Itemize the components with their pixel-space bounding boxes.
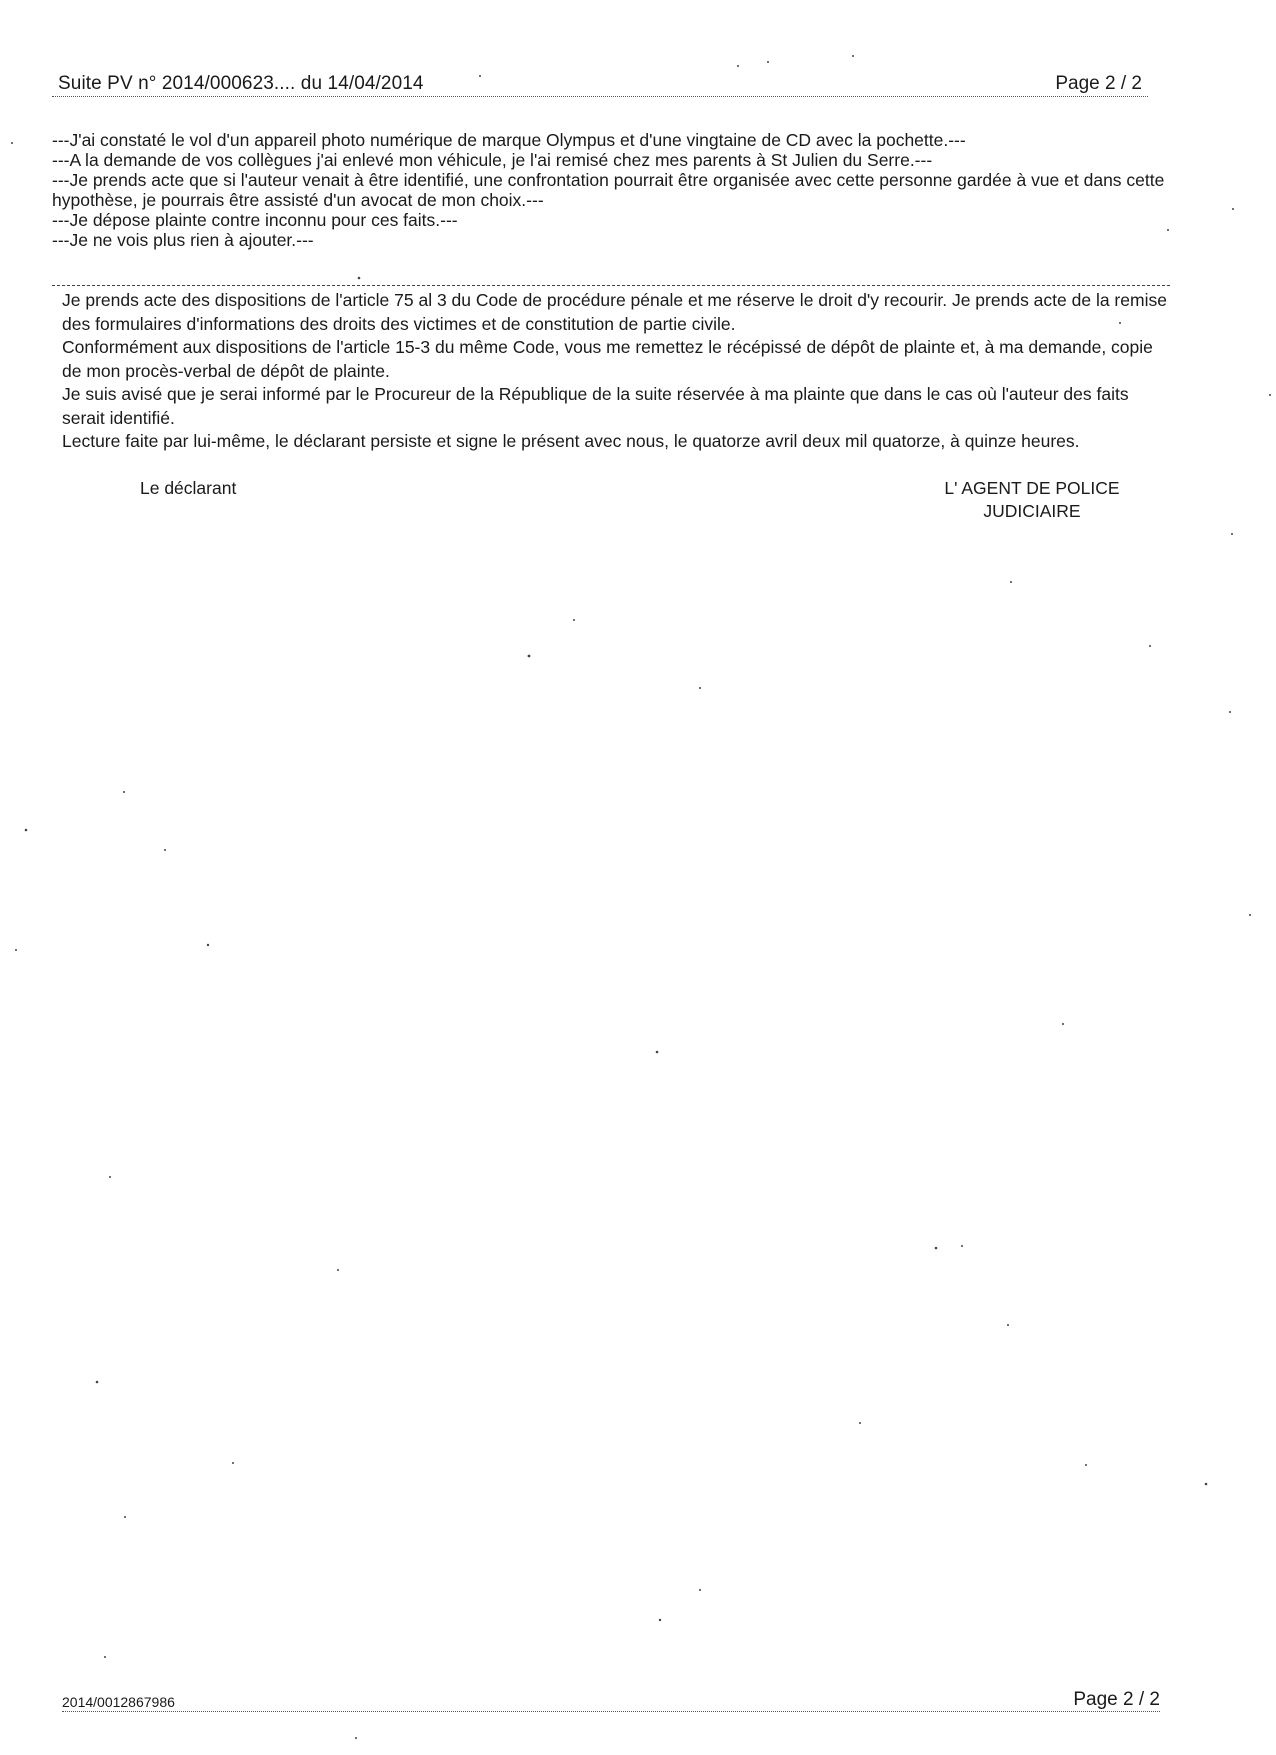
footer-page-number: Page 2 / 2 [1073,1689,1160,1710]
legal-paragraph: Je prends acte des dispositions de l'article 75 al 3 du Code de procédure pénale et me réserve le droit d'y recourir. Je prends acte de la remise des formulaires d'informations des droits des victimes et de constitution de partie civile. [62,290,1167,334]
agent-title-line1: L' AGENT DE POLICE [944,478,1120,498]
legal-paragraph: Conformément aux dispositions de l'article 15-3 du même Code, vous me remettez le récépissé de dépôt de plainte et, à ma demande, copie de mon procès-verbal de dépôt de plainte. [62,337,1153,381]
statement-line: ---J'ai constaté le vol d'un appareil photo numérique de marque Olympus et d'une vingtaine de CD avec la pochette.--- [52,130,966,150]
statement-line: ---Je prends acte que si l'auteur venait à être identifié, une confrontation pourrait être organisée avec cette personne gardée à vue et dans cette hypothèse, je pourrais être assisté d'un avocat de mon choix.--- [52,170,1170,210]
agent-title-line2: JUDICIAIRE [983,501,1081,521]
page-header [52,72,1148,98]
legal-paragraph: Lecture faite par lui-même, le déclarant persiste et signe le présent avec nous, le quatorze avril deux mil quatorze, à quinze heures. [62,431,1080,451]
legal-block [62,289,1174,454]
declarant-signature-label: Le déclarant [140,478,237,498]
pv-reference: Suite PV n° 2014/000623.... du 14/04/2014 [58,73,424,94]
page-footer [62,1689,1160,1717]
statement-block [52,130,1172,250]
agent-signature-label [912,477,1152,523]
footer-rule [62,1711,1160,1712]
page-number: Page 2 / 2 [1055,73,1142,94]
header-rule [52,96,1148,97]
statement-line: ---Je ne vois plus rien à ajouter.--- [52,230,314,250]
statement-line: ---A la demande de vos collègues j'ai enlevé mon véhicule, je l'ai remisé chez mes parents à St Julien du Serre.--- [52,150,933,170]
section-separator [52,285,1170,286]
document-id: 2014/0012867986 [62,1694,175,1710]
signature-block [52,477,1152,537]
legal-paragraph: Je suis avisé que je serai informé par le Procureur de la République de la suite réservée à ma plainte que dans le cas où l'auteur des faits serait identifié. [62,384,1129,428]
statement-line: ---Je dépose plainte contre inconnu pour ces faits.--- [52,210,458,230]
